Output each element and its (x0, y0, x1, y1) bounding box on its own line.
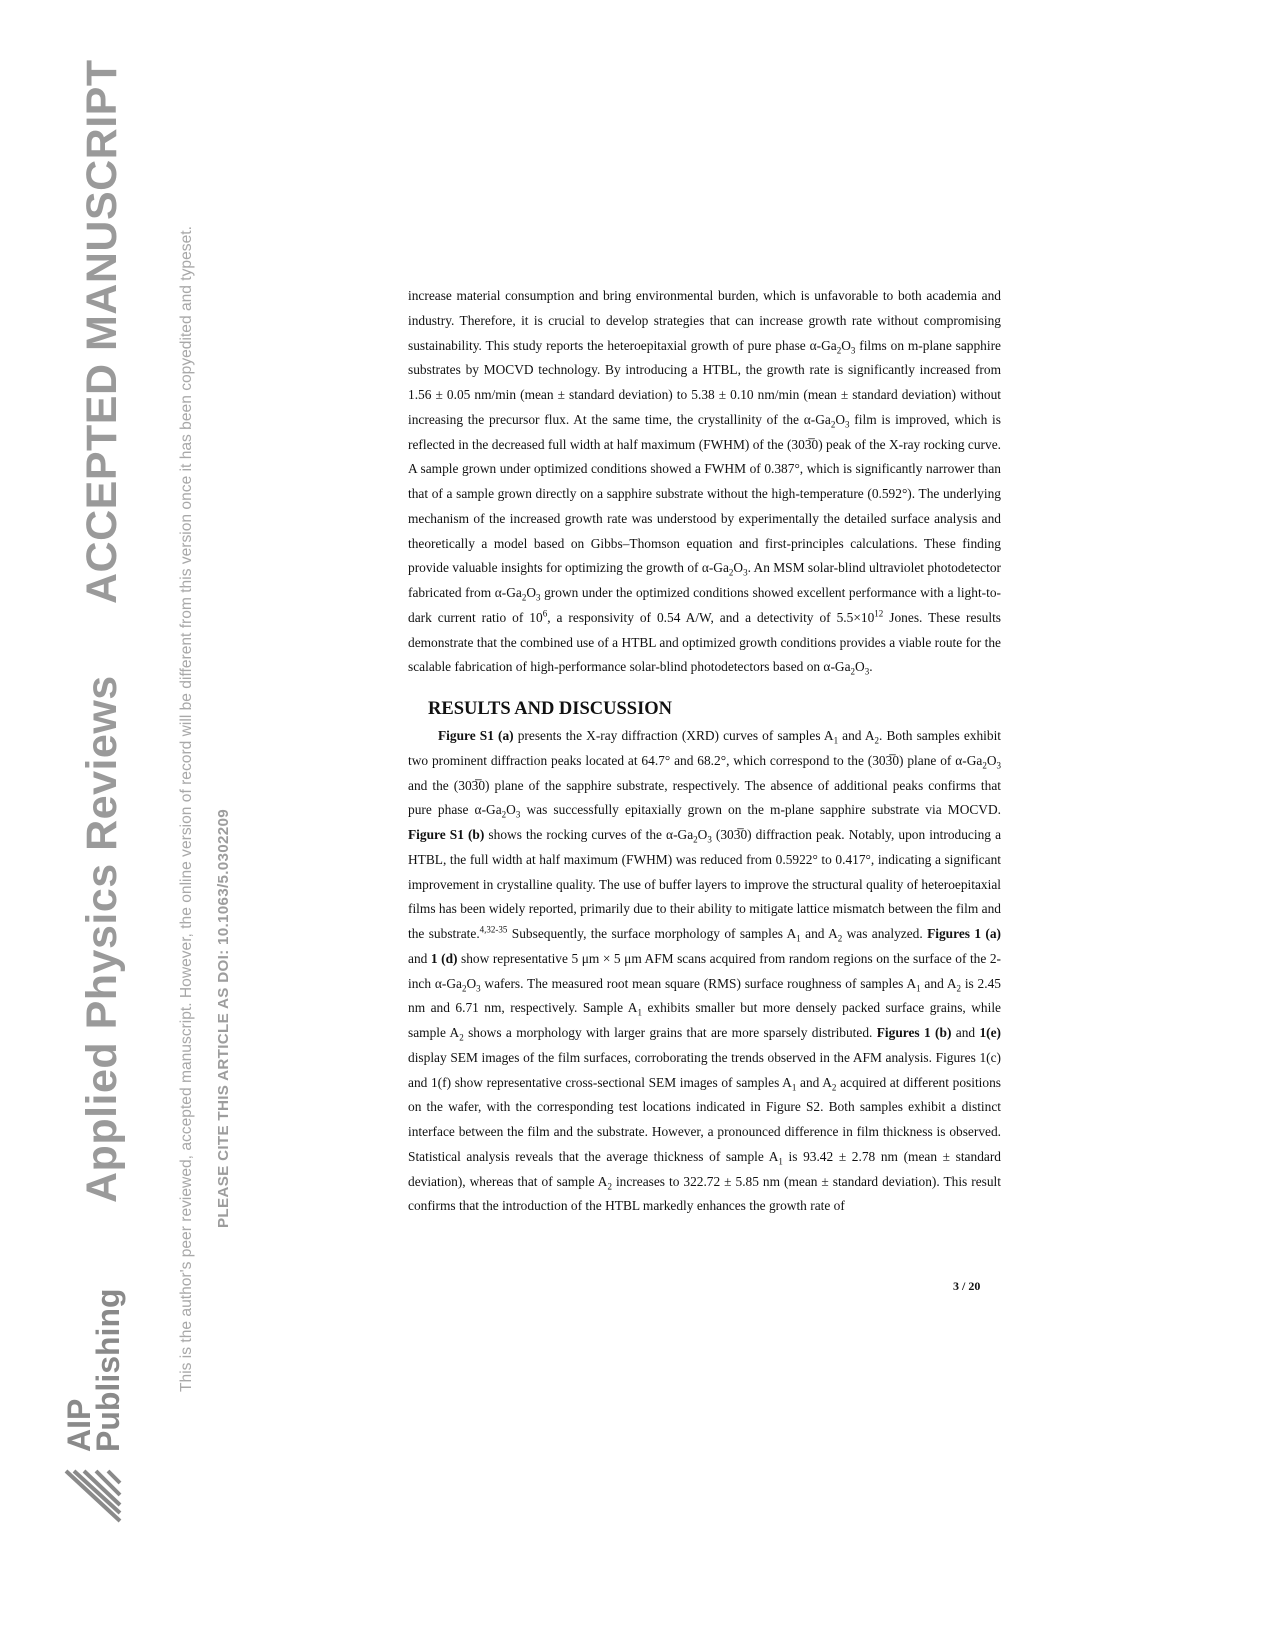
text-run: and (951, 1025, 980, 1040)
text-run: is 2.45 nm and 6.71 nm, respectively. Sample A (408, 975, 1001, 1016)
text-run: is 93.42 ± 2.78 nm (mean ± standard deviation), whereas that of sample A (408, 1148, 1001, 1189)
subscript: 3 (536, 592, 541, 603)
subscript: 2 (837, 933, 843, 944)
superscript: 6 (542, 608, 548, 619)
text-run: was successfully epitaxially grown on the m-plane sapphire substrate via MOCVD. (520, 802, 1001, 818)
text-run: . (869, 659, 873, 675)
text-run: O (986, 752, 997, 768)
text-run: shows a morphology with larger grains that are more sparsely distributed. (463, 1025, 877, 1040)
text-run: and A (920, 975, 957, 991)
subscript: 2 (982, 760, 987, 771)
figure-reference: 1(e) (979, 1025, 1002, 1040)
text-run: show representative 5 μm × 5 μm AFM scans acquired from random regions on the surface of the 2-inch α-Ga (408, 950, 1001, 991)
subscript: 1 (796, 933, 801, 944)
text-run: display SEM images of the film surfaces, corroborating the trends observed in the AFM analysis. Figures 1(c) and 1(f) show representative cross-sectional SEM images of samples A (408, 1049, 1001, 1090)
text-run: O (466, 975, 477, 991)
text-run: O (526, 585, 537, 600)
subscript: 1 (833, 735, 839, 746)
article-body (408, 284, 1001, 1219)
text-run: films on m-plane sapphire substrates by MOCVD technology. By introducing a HTBL, the growth rate is significantly increased from 1.56 ± 0.05 nm/min (mean ± standard deviation) to 5.38 ± 0.10 nm/min (mean ± standard deviation) without increasing the precursor flux. At the same time, the crystallinity of the α-Ga (408, 337, 1001, 427)
subscript: 1 (637, 1007, 642, 1018)
text-run: Jones. These results demonstrate that the combined use of a HTBL and optimized growth conditions provides a viable route for the scalable fabrication of high-performance solar-blind photodetectors based on α-Ga (408, 609, 1002, 675)
text-run: , a responsivity of 0.54 A/W, and a detectivity of 5.5×10 (547, 609, 875, 625)
subscript: 2 (521, 592, 527, 603)
text-run: O (855, 659, 865, 675)
subscript: 2 (607, 1181, 612, 1192)
subscript: 2 (693, 834, 698, 845)
logo-text-publishing: Publishing (90, 1288, 126, 1452)
subscript: 3 (845, 419, 850, 430)
subscript: 2 (956, 983, 962, 994)
subscript: 2 (461, 983, 467, 994)
section-heading: RESULTS AND DISCUSSION (428, 699, 673, 719)
subscript: 2 (501, 809, 507, 820)
text-run: and A (800, 926, 838, 941)
subscript: 3 (850, 345, 856, 356)
subscript: 3 (743, 567, 748, 578)
text-run: O (841, 337, 851, 353)
text-run: was analyzed. (842, 926, 928, 941)
aip-swoosh-icon (62, 1463, 124, 1525)
text-run: and (408, 950, 431, 966)
text-run: grown under the optimized conditions showed excellent performance with a light-to-dark current ratio of 10 (408, 585, 1001, 625)
accepted-manuscript-watermark: ACCEPTED MANUSCRIPT (78, 59, 126, 604)
subscript: 3 (515, 809, 521, 820)
text-run: Subsequently, the surface morphology of samples A (507, 926, 797, 941)
doi-citation: PLEASE CITE THIS ARTICLE AS DOI: 10.1063/5.0302209 (215, 808, 232, 1228)
subscript: 3 (707, 834, 712, 845)
subscript: 2 (831, 1082, 837, 1093)
subscript: 1 (791, 1082, 797, 1093)
subscript: 3 (476, 983, 481, 994)
figure-reference: 1 (d) (430, 950, 458, 966)
text-run: increase material consumption and bring environmental burden, which is unfavorable to both academia and industry. Therefore, it is crucial to develop strategies that can increase growth rate without compromising sustainability. This study reports the heteroepitaxial growth of pure phase α-Ga (408, 288, 1001, 353)
figure-reference: Figure S1 (a) (438, 728, 514, 743)
text-run: film is improved, which is reflected in the decreased full width at half maximum (FWHM) of the (303̅0) peak of the X-ray rocking curve. A sample grown under optimized conditions showed a FWHM of 0.387°, which is significantly narrower than that of a sample grown directly on a sapphire substrate without the high-temperature (0.592°). The underlying mechanism of the increased growth rate was understood by experimentally the detailed surface analysis and theoretically a model based on Gibbs–Thomson equation and first-principles calculations. These finding provide valuable insights for optimizing the growth of α-Ga (408, 411, 1001, 576)
subscript: 1 (778, 1156, 783, 1167)
version-notice: This is the author's peer reviewed, accepted manuscript. However, the online version of record will be different from this version once it has been copyedited and typeset. (178, 226, 195, 1392)
subscript: 1 (916, 983, 921, 994)
text-run: increases to 322.72 ± 5.85 nm (mean ± standard deviation). This result confirms that the introduction of the HTBL markedly enhances the growth rate of (408, 1173, 1001, 1214)
page-number: 3 / 20 (953, 1279, 981, 1293)
figure-reference: Figures 1 (a) (927, 926, 1001, 941)
text-run: and A (838, 728, 875, 743)
text-run: acquired at different positions on the wafer, with the corresponding test locations indicated in Figure S2. Both samples exhibit a distinct interface between the film and the substrate. However, a pronounced difference in film thickness is observed. Statistical analysis reveals that the average thickness of sample A (408, 1074, 1001, 1164)
text-run: and the (303̅0) plane of the sapphire substrate, respectively. The absence of additional peaks confirms that pure phase α-Ga (408, 777, 1001, 818)
paragraph (408, 724, 1001, 1219)
paragraph (408, 284, 1001, 680)
subscript: 2 (850, 666, 856, 677)
text-run: O (506, 802, 516, 818)
text-run: . Both samples exhibit two prominent diffraction peaks located at 64.7° and 68.2°, which correspond to the (303̅0) plane of α-Ga (408, 728, 1002, 768)
figure-reference: Figure S1 (b) (408, 827, 485, 842)
subscript: 2 (830, 419, 836, 430)
text-run: O (733, 560, 744, 576)
figure-reference: Figures 1 (b) (876, 1025, 952, 1040)
text-run: shows the rocking curves of the α-Ga (484, 827, 694, 842)
superscript: 12 (874, 608, 884, 619)
text-run: exhibits smaller but more densely packed surface grains, while sample A (408, 1000, 1001, 1040)
subscript: 2 (459, 1032, 464, 1043)
text-run: (303̅0) diffraction peak. Notably, upon introducing a HTBL, the full width at half maximum (FWHM) was reduced from 0.5922° to 0.417°, indicating a significant improvement in crystalline quality. The use of buffer layers to improve the structural quality of heteroepitaxial films has been widely reported, primarily due to their ability to mitigate lattice mismatch between the film and the substrate. (408, 827, 1002, 941)
text-run: and A (796, 1074, 832, 1090)
logo-text-aip: AIP (61, 1398, 97, 1452)
subscript: 3 (864, 666, 870, 677)
text-run: O (697, 827, 708, 842)
aip-publishing-logo (60, 1285, 130, 1530)
text-run: wafers. The measured root mean square (RMS) surface roughness of samples A (480, 975, 917, 991)
subscript: 2 (836, 345, 842, 356)
text-run: O (835, 411, 846, 427)
subscript: 3 (996, 760, 1001, 771)
text-run: presents the X-ray diffraction (XRD) curves of samples A (513, 728, 834, 743)
subscript: 2 (874, 735, 880, 746)
subscript: 2 (728, 567, 734, 578)
journal-name-watermark: Applied Physics Reviews (78, 675, 126, 1203)
superscript: 4,32-35 (479, 924, 508, 935)
text-run: . An MSM solar-blind ultraviolet photodetector fabricated from α-Ga (408, 560, 1001, 600)
